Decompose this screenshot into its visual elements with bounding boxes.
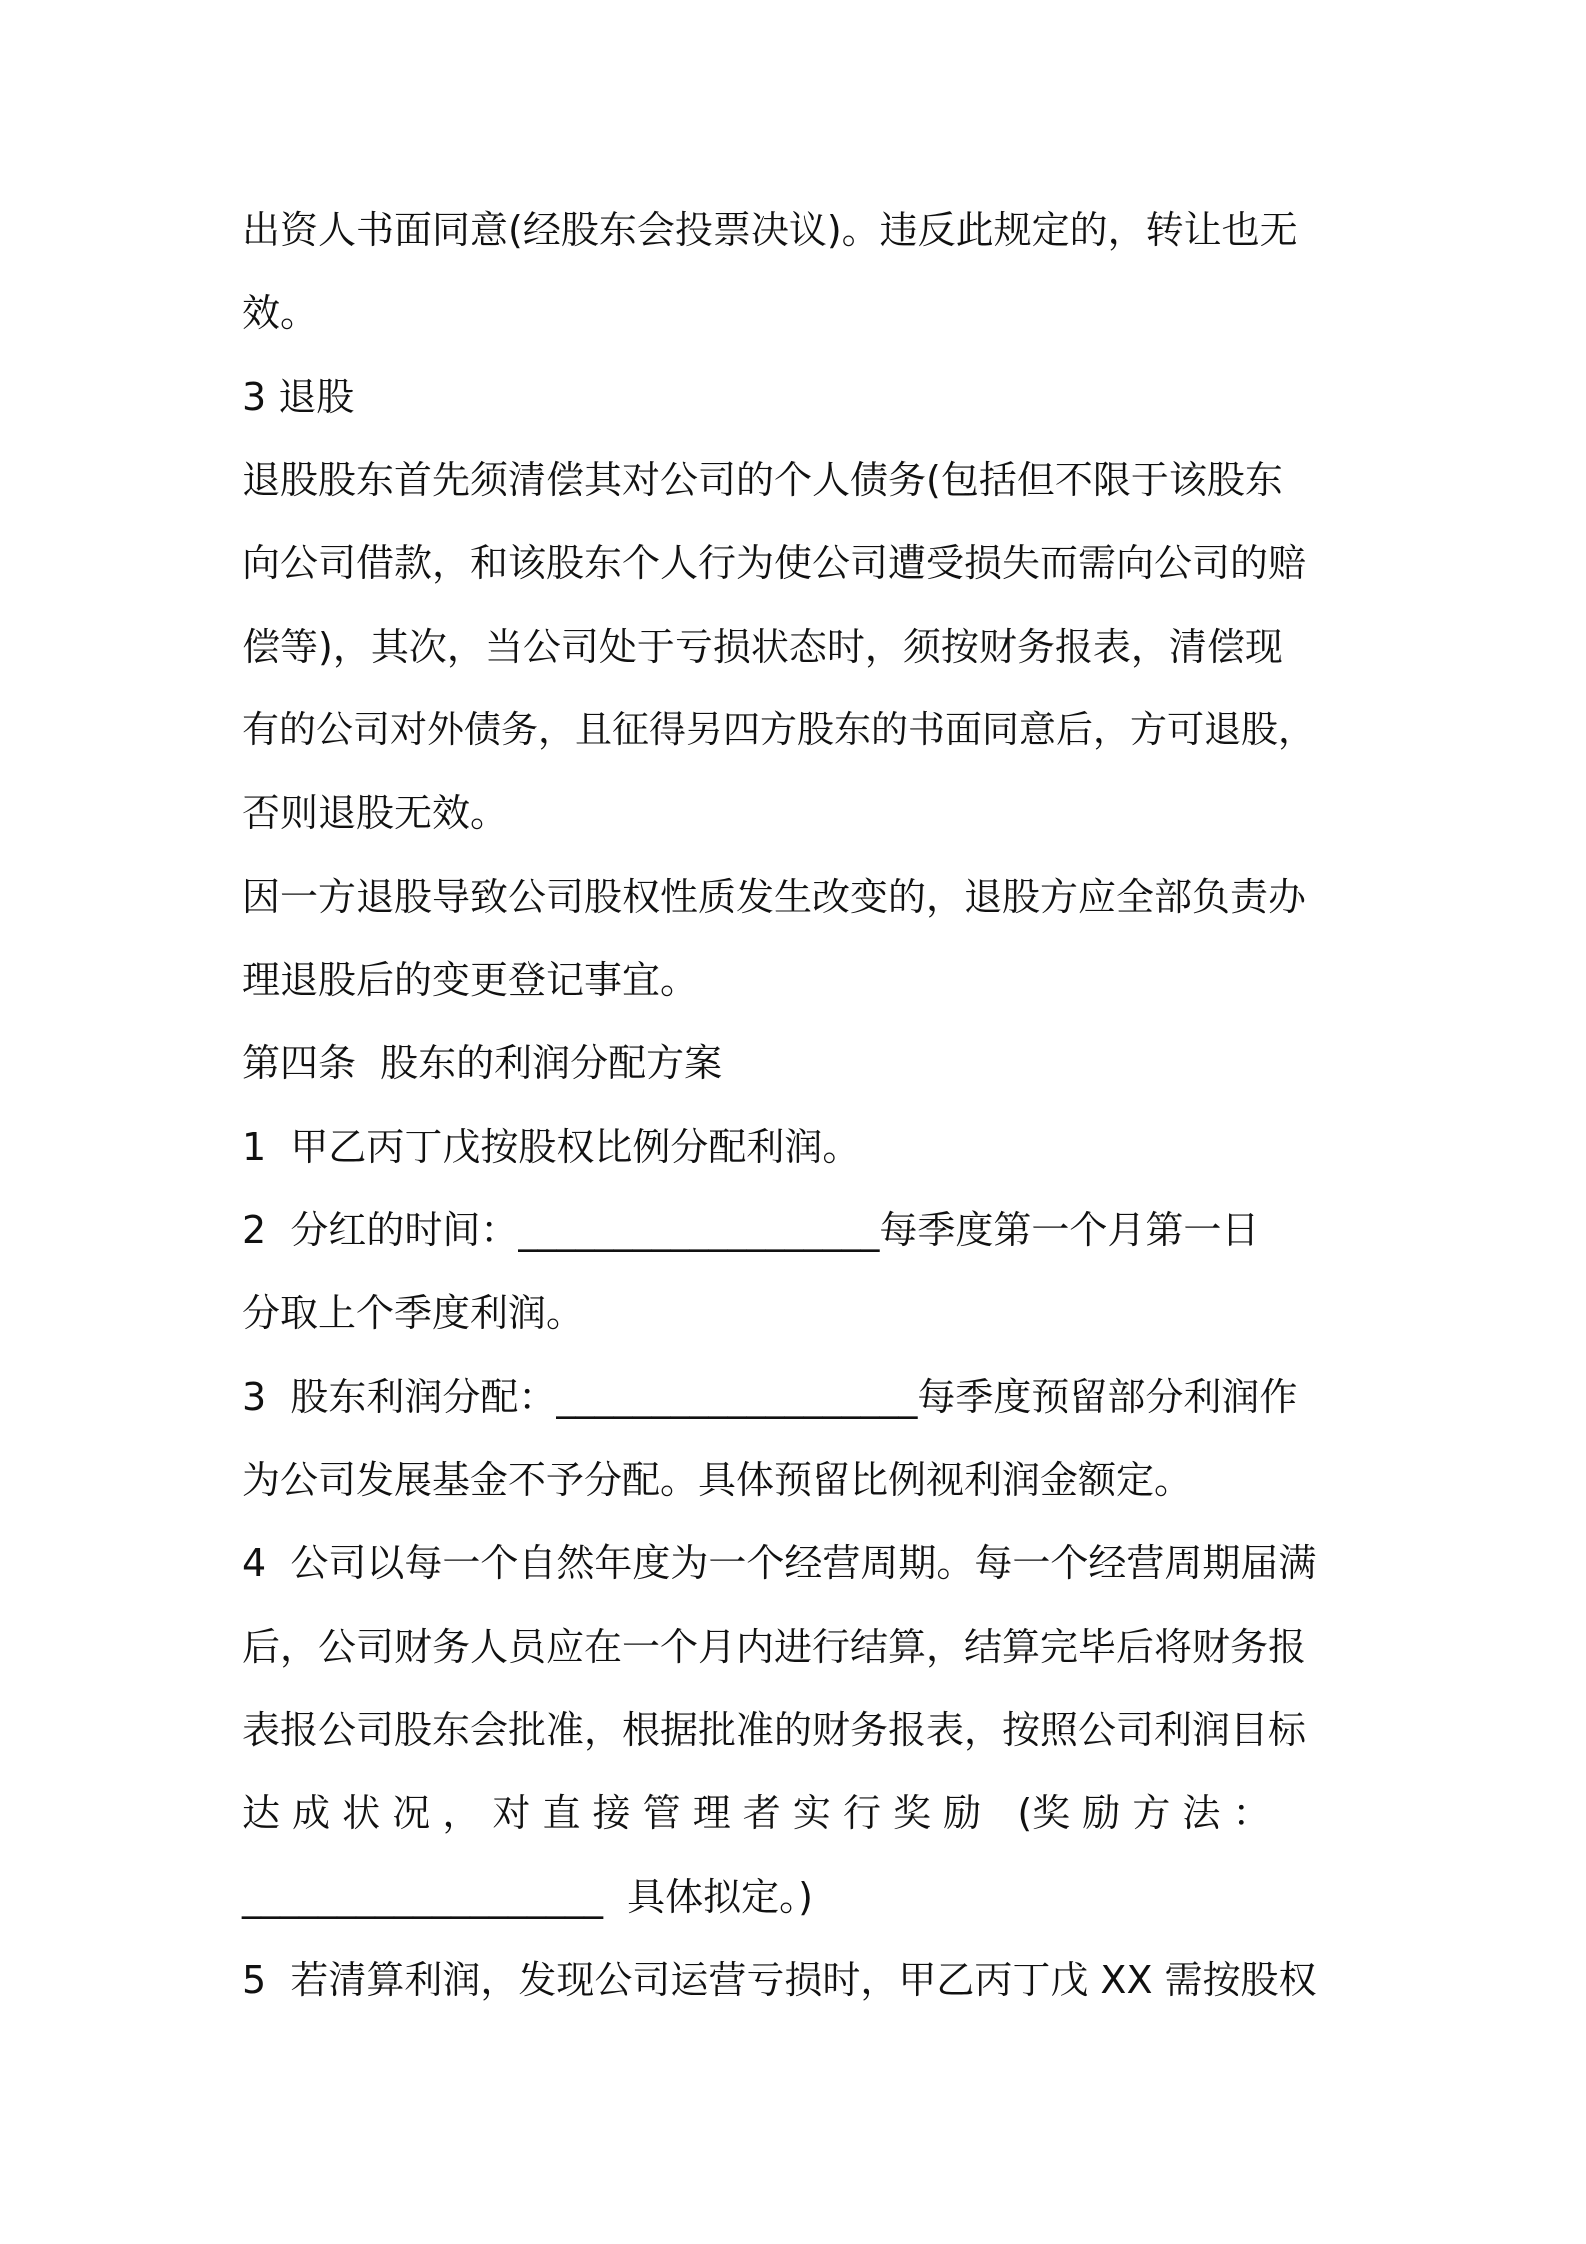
text-line: 因一方退股导致公司股权性质发生改变的，退股方应全部负责办 <box>242 875 1307 919</box>
text-line: ___________________ 具体拟定。) <box>242 1875 813 1919</box>
text-line: 4 公司以每一个自然年度为一个经营周期。每一个经营周期届满 <box>242 1541 1317 1585</box>
section-heading: 3 退股 <box>242 375 355 419</box>
text-line: 有的公司对外债务，且征得另四方股东的书面同意后，方可退股， <box>242 708 1315 751</box>
text-line: 出资人书面同意(经股东会投票决议)。违反此规定的，转让也无 <box>242 208 1298 252</box>
text-line: 后，公司财务人员应在一个月内进行结算，结算完毕后将财务报 <box>242 1625 1307 1669</box>
text-line: 偿等)，其次，当公司处于亏损状态时，须按财务报表，清偿现 <box>242 625 1283 669</box>
text-line: 退股股东首先须清偿其对公司的个人债务(包括但不限于该股东 <box>242 458 1283 502</box>
text-line: 效。 <box>242 291 319 335</box>
text-line: 向公司借款，和该股东个人行为使公司遭受损失而需向公司的赔 <box>242 541 1307 585</box>
text-line: 1 甲乙丙丁戊按股权比例分配利润。 <box>242 1125 861 1169</box>
text-line: 分取上个季度利润。 <box>242 1291 585 1335</box>
text-line: 2 分红的时间：___________________每季度第一个月第一日 <box>242 1208 1260 1252</box>
text-line: 5 若清算利润，发现公司运营亏损时，甲乙丙丁戊 XX 需按股权 <box>242 1958 1317 2002</box>
article-heading: 第四条 股东的利润分配方案 <box>242 1041 723 1085</box>
text-line: 3 股东利润分配：___________________每季度预留部分利润作 <box>242 1375 1298 1419</box>
text-line: 否则退股无效。 <box>242 791 509 835</box>
text-line: 表报公司股东会批准，根据批准的财务报表，按照公司利润目标 <box>242 1708 1307 1752</box>
text-line: 为公司发展基金不予分配。具体预留比例视利润金额定。 <box>242 1458 1193 1502</box>
text-line: 理退股后的变更登记事宜。 <box>242 958 699 1002</box>
text-line: 达 成 状 况 ， 对 直 接 管 理 者 实 行 奖 励 (奖 励 方 法 ： <box>242 1791 1271 1835</box>
